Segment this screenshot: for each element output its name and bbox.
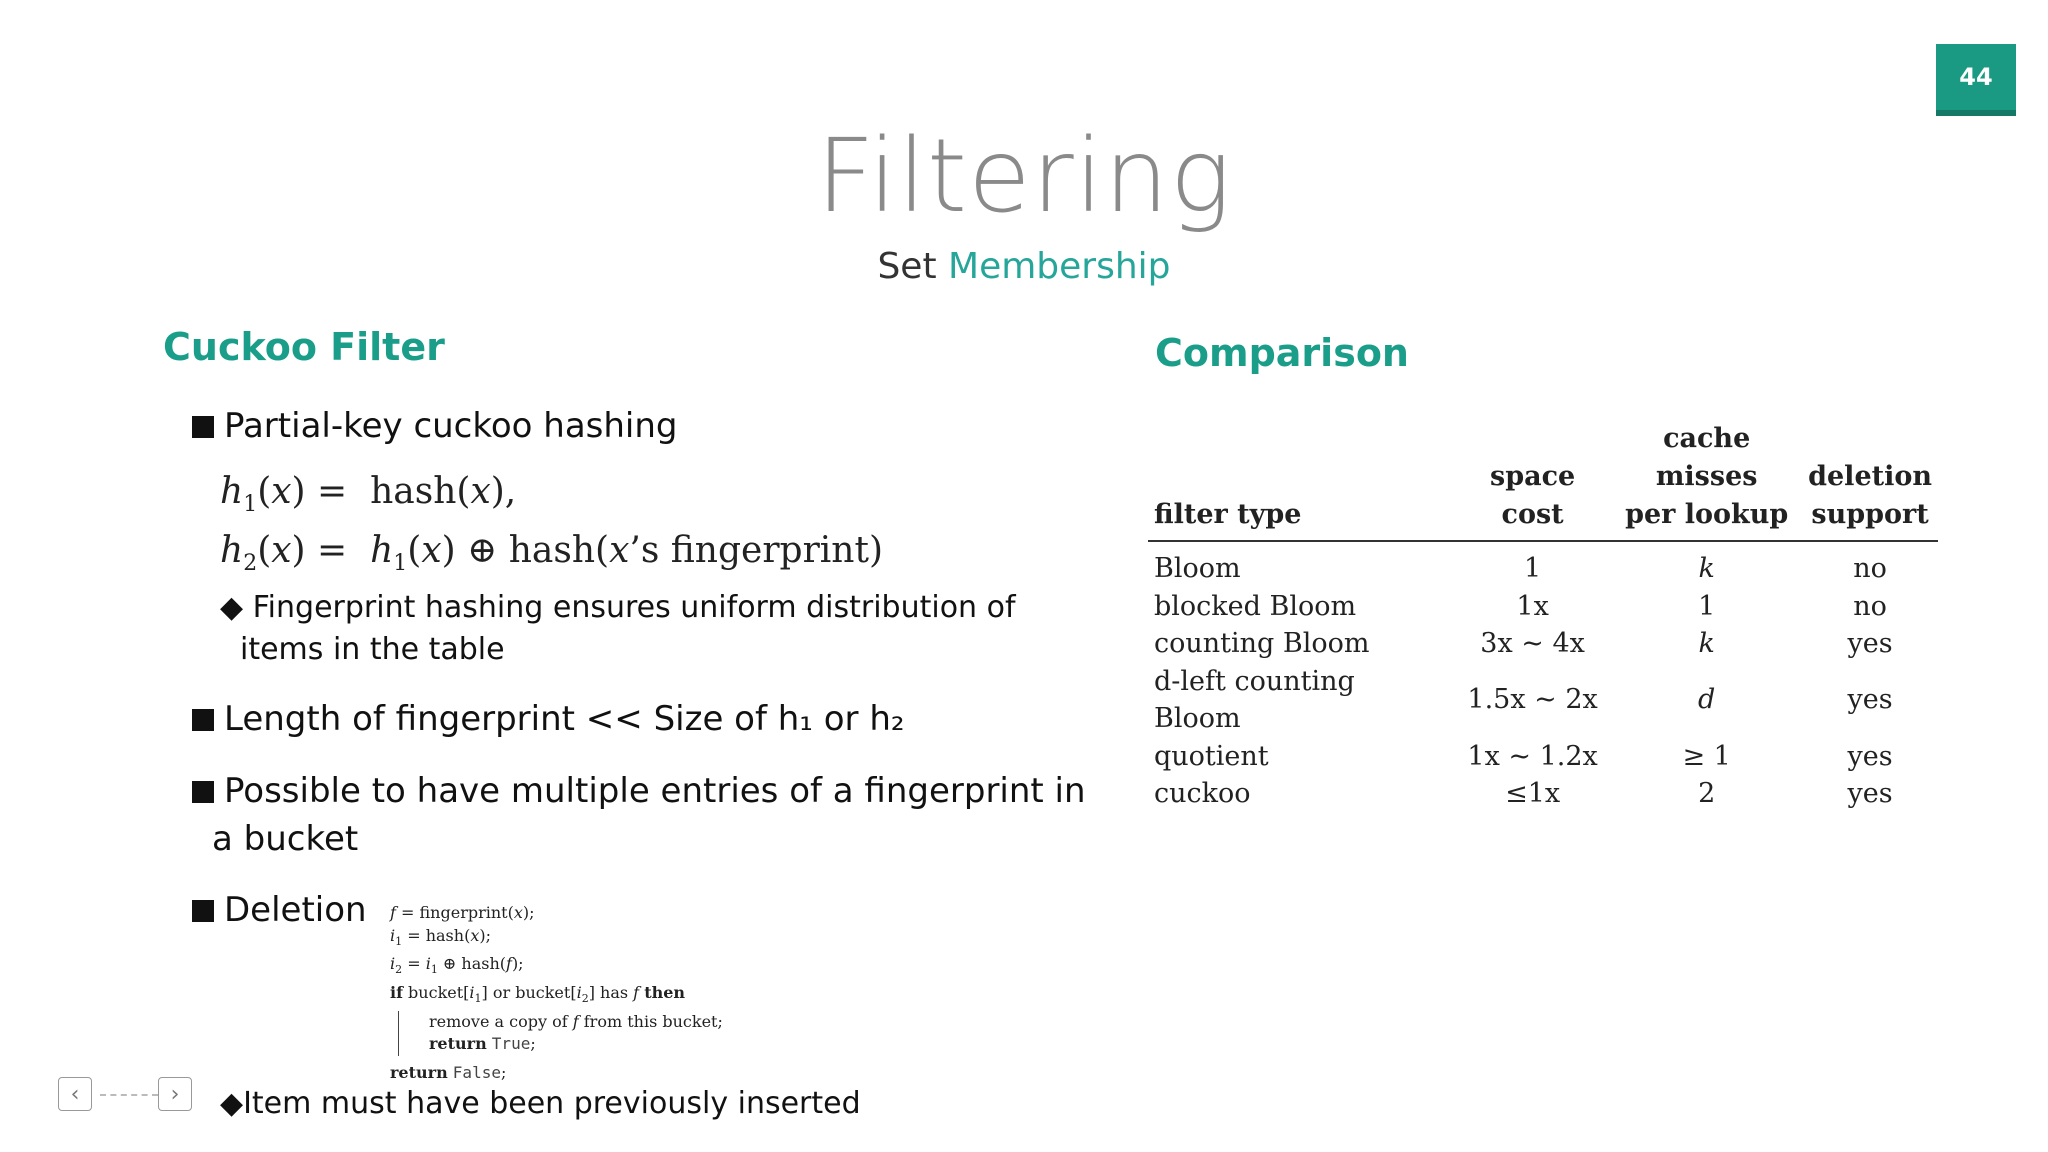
formula-line-1: $h_1(x)$ = hash(x), (220, 471, 517, 518)
nav-divider (100, 1094, 158, 1096)
table-row (1148, 625, 1938, 663)
cell-deletion-support: no (1853, 590, 1887, 622)
cell-deletion-support: yes (1847, 740, 1893, 772)
cell-space-cost: 1.5x ~ 2x (1467, 684, 1598, 716)
bullet-deletion (192, 886, 367, 934)
page-number-badge: 44 (1936, 44, 2016, 116)
cell-filter-type: d-left counting Bloom (1154, 665, 1355, 734)
subtitle-accent: Membership (948, 246, 1171, 287)
square-bullet-icon (192, 416, 214, 438)
slide-subtitle (0, 246, 2048, 287)
bullet-partial-key-text: Partial-key cuckoo hashing (224, 406, 678, 446)
cell-space-cost: 1x (1516, 590, 1549, 622)
cell-filter-type: counting Bloom (1154, 628, 1370, 659)
cell-cache-misses: k (1698, 628, 1715, 659)
cell-cache-misses: d (1698, 684, 1716, 716)
cuckoo-filter-heading: Cuckoo Filter (163, 325, 445, 369)
chevron-right-icon: › (170, 1081, 180, 1107)
sub-bullet-line-1: ◆ Fingerprint hashing ensures uniform distribution of (220, 590, 1016, 625)
bullet-multiple-entries (192, 767, 1086, 863)
cell-space-cost: ≤1x (1505, 778, 1561, 809)
chevron-left-icon: ‹ (70, 1081, 80, 1107)
comparison-table (1148, 420, 1938, 813)
cell-space-cost: 3x ~ 4x (1480, 628, 1585, 659)
cell-filter-type: blocked Bloom (1154, 590, 1357, 622)
header-space-cost: space cost (1454, 420, 1611, 541)
bullet-partial-key (192, 402, 678, 450)
header-cache-misses: cache misses per lookup (1611, 420, 1802, 541)
cell-space-cost: 1 (1524, 553, 1542, 584)
bullet-multiple-entries-line-2: a bucket (212, 819, 359, 859)
bullet-fingerprint-length (192, 695, 905, 743)
cell-filter-type: cuckoo (1154, 778, 1251, 809)
next-slide-button[interactable] (158, 1077, 192, 1111)
cell-space-cost: 1x ~ 1.2x (1467, 740, 1598, 772)
prev-slide-button[interactable] (58, 1077, 92, 1111)
comparison-table-wrapper (1148, 420, 1938, 813)
table-row (1148, 541, 1938, 588)
bullet-deletion-text: Deletion (224, 890, 367, 930)
square-bullet-icon (192, 900, 214, 922)
cell-filter-type: quotient (1154, 740, 1269, 772)
cell-deletion-support: yes (1847, 778, 1893, 809)
hash-formula (220, 469, 883, 587)
table-row (1148, 588, 1938, 626)
cell-cache-misses: 2 (1698, 778, 1716, 809)
table-row (1148, 775, 1938, 813)
square-bullet-icon (192, 709, 214, 731)
bullet-fingerprint-length-text: Length of fingerprint << Size of h₁ or h₂ (224, 699, 905, 739)
cell-deletion-support: no (1853, 553, 1887, 584)
header-deletion-support: deletion support (1802, 420, 1938, 541)
square-bullet-icon (192, 781, 214, 803)
comparison-heading: Comparison (1155, 331, 1409, 375)
table-header-row (1148, 420, 1938, 541)
cell-deletion-support: yes (1847, 628, 1893, 659)
cell-cache-misses: 1 (1698, 590, 1716, 622)
header-filter-type: filter type (1148, 420, 1454, 541)
formula-line-2: $h_2(x) = h_1(x)$ ⊕ hash(x’s fingerprint) (220, 530, 883, 577)
table-row (1148, 663, 1938, 738)
sub-bullet-fingerprint-hashing (220, 587, 1016, 671)
subtitle-plain: Set (877, 246, 937, 287)
cell-cache-misses: k (1698, 553, 1715, 584)
sub-bullet-line-2: items in the table (240, 632, 505, 667)
cell-filter-type: Bloom (1154, 553, 1241, 584)
table-row (1148, 738, 1938, 776)
bullet-multiple-entries-line-1: Possible to have multiple entries of a fingerprint in (224, 771, 1086, 811)
deletion-algorithm: f = fingerprint(x); $i_1$ = hash(x); $i_2 = i_1$ ⊕ hash(f); if $bucket[i_1]$ or $bucket[i_2]$ has f then remove a copy of f from this bucket; return True; return False; (390, 903, 723, 1082)
cell-deletion-support: yes (1847, 684, 1893, 716)
cell-cache-misses: ≥ 1 (1682, 740, 1731, 772)
slide-title: Filtering (816, 117, 1232, 236)
sub-bullet-previously-inserted: ◆Item must have been previously inserted (220, 1086, 861, 1121)
